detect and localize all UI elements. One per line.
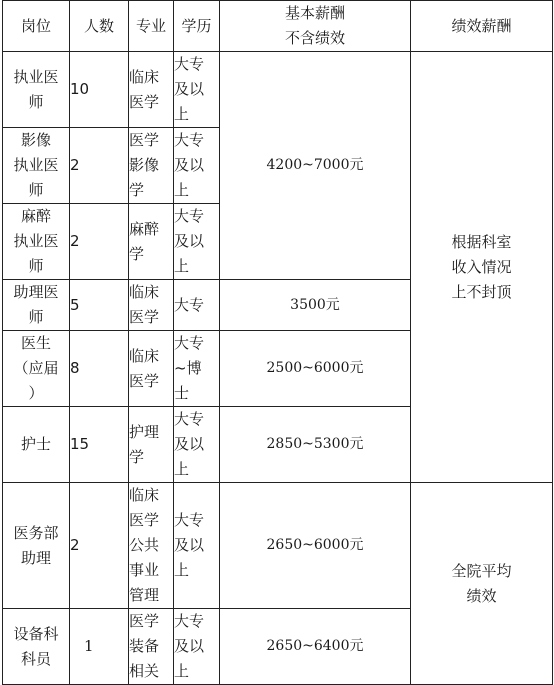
major-cell: 临床 医学 xyxy=(129,331,174,407)
count-cell: 1 xyxy=(70,609,129,685)
position-cell: 医务部 助理 xyxy=(3,483,70,609)
position-cell: 医生 （应届 ） xyxy=(3,331,70,407)
major-cell: 护理 学 xyxy=(129,407,174,483)
header-education: 学历 xyxy=(174,1,220,52)
major-cell: 医学 影像 学 xyxy=(129,128,174,204)
position-cell: 护士 xyxy=(3,407,70,483)
header-base-salary: 基本薪酬 不含绩效 xyxy=(220,1,411,52)
position-cell: 影像 执业医 师 xyxy=(3,128,70,204)
education-cell: 大专 及以 上 xyxy=(174,204,220,280)
salary-cell-equipment: 2650~6400元 xyxy=(220,609,411,685)
header-major: 专业 xyxy=(129,1,174,52)
count-cell: 10 xyxy=(70,52,129,128)
salary-cell-medical-assistant: 2650~6000元 xyxy=(220,483,411,609)
header-count: 人数 xyxy=(70,1,129,52)
table-row xyxy=(3,52,553,128)
recruitment-table xyxy=(2,0,553,685)
salary-cell-physicians: 4200~7000元 xyxy=(220,52,411,280)
salary-cell-graduate: 2500~6000元 xyxy=(220,331,411,407)
header-position: 岗位 xyxy=(3,1,70,52)
major-cell: 临床 医学 xyxy=(129,280,174,331)
count-cell: 2 xyxy=(70,483,129,609)
count-cell: 8 xyxy=(70,331,129,407)
count-cell: 15 xyxy=(70,407,129,483)
major-cell: 医学 装备 相关 xyxy=(129,609,174,685)
education-cell: 大专 xyxy=(174,280,220,331)
education-cell: 大专 及以 上 xyxy=(174,609,220,685)
performance-cell-admin: 全院平均 绩效 xyxy=(411,483,553,685)
header-performance: 绩效薪酬 xyxy=(411,1,553,52)
major-cell: 临床 医学 公共 事业 管理 xyxy=(129,483,174,609)
position-cell: 助理医 师 xyxy=(3,280,70,331)
education-cell: 大专 及以 上 xyxy=(174,407,220,483)
major-cell: 临床 医学 xyxy=(129,52,174,128)
education-cell: 大专 及以 上 xyxy=(174,483,220,609)
count-cell: 5 xyxy=(70,280,129,331)
salary-cell-nurse: 2850~5300元 xyxy=(220,407,411,483)
count-cell: 2 xyxy=(70,204,129,280)
salary-cell-assistant: 3500元 xyxy=(220,280,411,331)
count-cell: 2 xyxy=(70,128,129,204)
position-cell: 执业医 师 xyxy=(3,52,70,128)
header-row xyxy=(3,1,553,52)
position-cell: 设备科 科员 xyxy=(3,609,70,685)
education-cell: 大专 及以 上 xyxy=(174,128,220,204)
table-row xyxy=(3,483,553,609)
position-cell: 麻醉 执业医 师 xyxy=(3,204,70,280)
education-cell: 大专 ~博 士 xyxy=(174,331,220,407)
education-cell: 大专 及以 上 xyxy=(174,52,220,128)
performance-cell-clinical: 根据科室 收入情况 上不封顶 xyxy=(411,52,553,483)
major-cell: 麻醉 学 xyxy=(129,204,174,280)
